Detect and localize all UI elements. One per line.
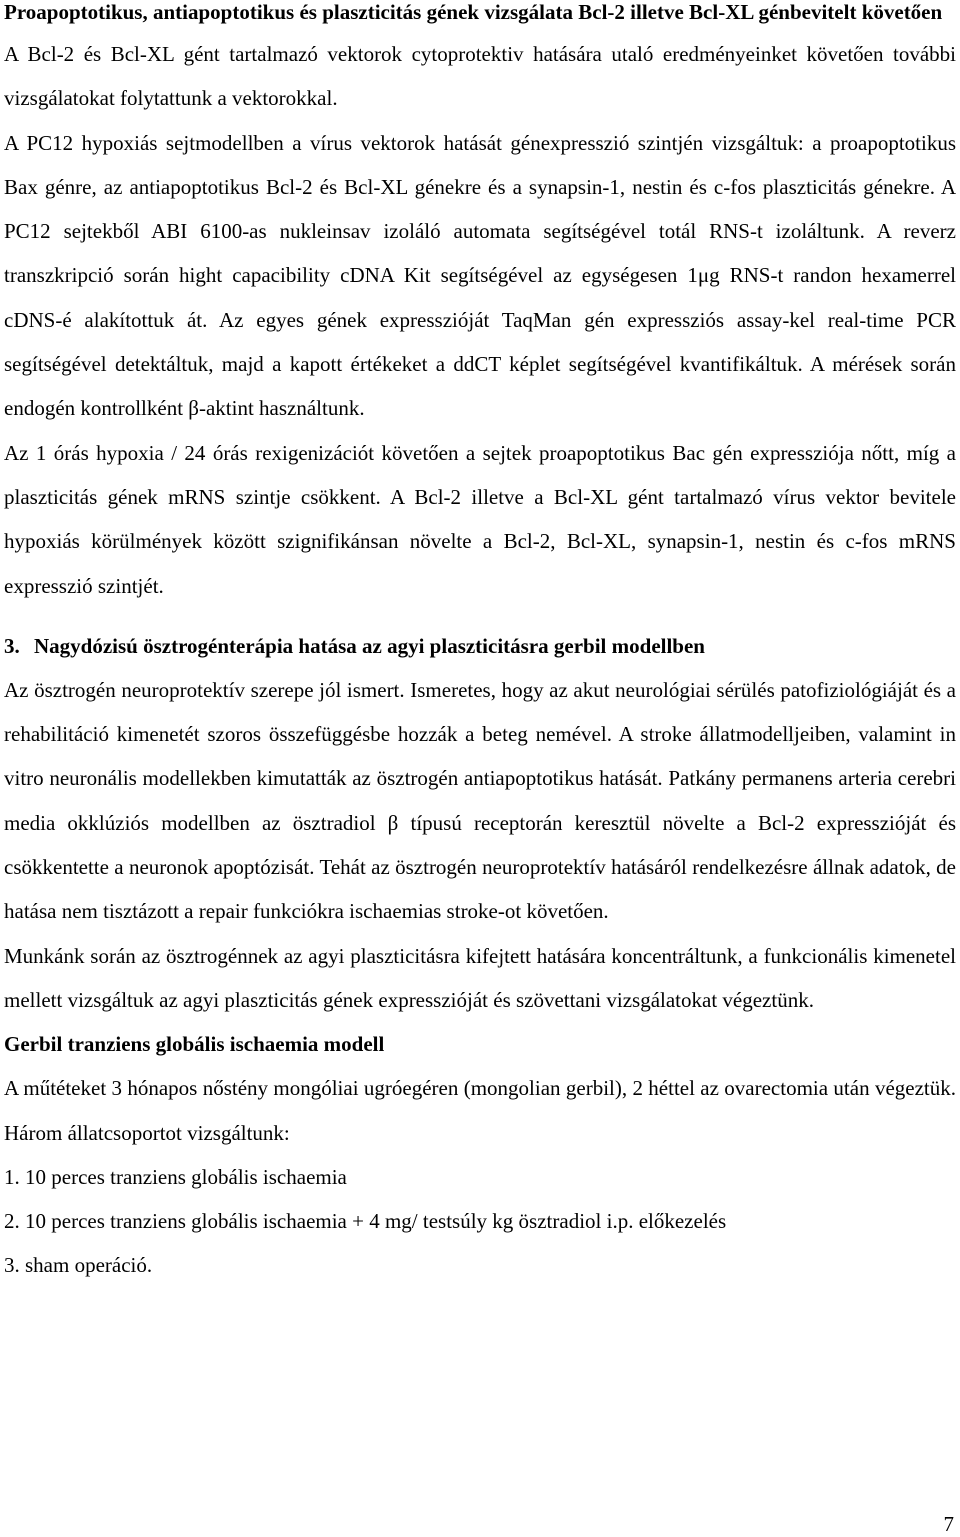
section-title: Nagydózisú ösztrogénterápia hatása az agyi plaszticitásra gerbil modellben	[34, 633, 705, 658]
section-number: 3.	[4, 633, 20, 658]
paragraph-estrogen-aim: Munkánk során az ösztrogénnek az agyi plaszticitásra kifejtett hatására koncentráltunk, a funkcionális kimenetel mellett vizsgáltuk az agyi plaszticitás gének expresszióját és szövettani vizsgálatokat végeztünk.	[4, 943, 956, 1012]
paragraph-intro: A Bcl-2 és Bcl-XL gént tartalmazó vektorok cytoprotektiv hatására utaló eredményeinket követően további vizsgálatokat folytattunk a vektorokkal.	[4, 42, 956, 111]
list-item-group-1: 1. 10 perces tranziens globális ischaemia	[4, 1164, 347, 1189]
paragraph-estrogen-background: Az ösztrogén neuroprotektív szerepe jól ismert. Ismeretes, hogy az akut neurológiai sérülés patofiziológiáját és a rehabilitáció kimenetét szoros összefüggésbe hozzák a beteg nemével. A stroke állatmodelljeiben, valamint in vitro neuronális modellekben kimutatták az ösztrogén antiapoptotikus hatását. Patkány permanens arteria cerebri media okklúziós modellben az ösztradiol β típusú receptorán keresztül növelte a Bcl-2 expresszióját és csökkentette a neuronok apoptózisát. Tehát az ösztrogén neuroprotektív hatásáról rendelkezésre állnak adatok, de hatása nem tisztázott a repair funkciókra ischaemias stroke-ot követően.	[4, 677, 956, 924]
page-heading: Proapoptotikus, antiapoptotikus és plaszticitás gének vizsgálata Bcl-2 illetve Bcl-XL génbevitelt követően	[4, 0, 943, 24]
section-heading	[4, 624, 956, 668]
document-page	[4, 0, 956, 1288]
list-item-group-3: 3. sham operáció.	[4, 1253, 153, 1278]
list-item-group-2: 2. 10 perces tranziens globális ischaemia + 4 mg/ testsúly kg ösztradiol i.p. előkezelés	[4, 1209, 727, 1234]
paragraph-pc12-results: Az 1 órás hypoxia / 24 órás rexigenizációt követően a sejtek proapoptotikus Bac gén expressziója nőtt, míg a plaszticitás gének mRNS szintje csökkent. A Bcl-2 illetve a Bcl-XL gént tartalmazó vírus vektor bevitele hypoxiás körülmények között szignifikánsan növelte a Bcl-2, Bcl-XL, synapsin-1, nestin és c-fos mRNS expresszió szintjét.	[4, 440, 956, 598]
spacer	[4, 608, 956, 624]
subsection-heading: Gerbil tranziens globális ischaemia modell	[4, 1032, 385, 1057]
page-number: 7	[943, 1512, 954, 1536]
paragraph-pc12-method: A PC12 hypoxiás sejtmodellben a vírus vektorok hatását génexpresszió szintjén vizsgáltuk: a proapoptotikus Bax génre, az antiapoptotikus Bcl-2 és Bcl-XL génekre és a synapsin-1, nestin és c-fos plaszticitás génekre. A PC12 sejtekből ABI 6100-as nukleinsav izoláló automata segítségével totál RNS-t izoláltunk. A reverz transzkripció során hight capacibility cDNA Kit segítségével az egységesen 1μg RNS-t randon hexamerrel cDNS-é alakítottuk át. Az egyes gének expresszióját TaqMan gén expressziós assay-kel real-time PCR segítségével detektáltuk, majd a kapott értékeket a ddCT képlet segítségével kvantifikáltuk. A mérések során endogén kontrollként β-aktint használtunk.	[4, 130, 956, 421]
paragraph-surgery: A műtéteket 3 hónapos nőstény mongóliai ugróegéren (mongolian gerbil), 2 héttel az ovarectomia után végeztük. Három állatcsoportot vizsgáltunk:	[4, 1076, 956, 1145]
